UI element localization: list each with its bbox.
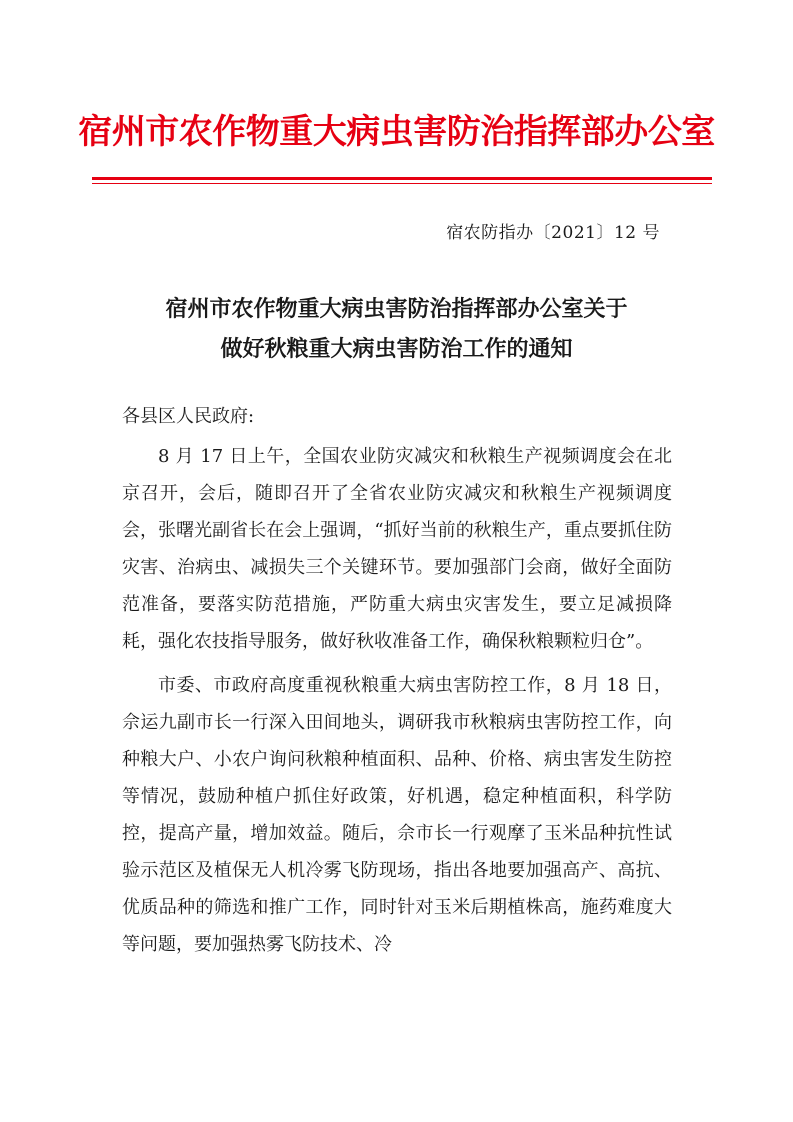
document-title-line-2: 做好秋粮重大病虫害防治工作的通知 <box>220 336 573 362</box>
document-title-line-1: 宿州市农作物重大病虫害防治指挥部办公室关于 <box>165 296 628 322</box>
body-paragraph: 市委、市政府高度重视秋粮重大病虫害防控工作，8 月 18 日，佘运九副市长一行深入田间地头，调研我市秋粮病虫害防控工作，向种粮大户、小农户询问秋粮种植面积、品种、价格、病虫害发生防控等情况，鼓励种植户抓住好政策，好机遇，稳定种植面积，科学防控，提高产量，增加效益。随后，佘市长一行观摩了玉米品种抗性试验示范区及植保无人机冷雾飞防现场，指出各地要加强高产、高抗、优质品种的筛选和推广工作，同时针对玉米后期植株高，施药难度大等问题，要加强热雾飞防技术、冷 <box>122 675 672 955</box>
salutation: 各县区人民政府: <box>122 406 255 427</box>
body-paragraph: 8 月 17 日上午，全国农业防灾减灾和秋粮生产视频调度会在北京召开，会后，随即召开了全省农业防灾减灾和秋粮生产视频调度会，张曙光副省长在会上强调，“抓好当前的秋粮生产，重点要抓住防灾害、治病虫、减损失三个关键环节。要加强部门会商，做好全面防范准备，要落实防范措施，严防重大病虫灾害发生，要立足减损降耗，强化农技指导服务，做好秋收准备工作，确保秋粮颗粒归仓”。 <box>122 446 672 652</box>
document-number: 宿农防指办〔2021〕12 号 <box>446 223 660 243</box>
letterhead-rule-thick <box>92 177 712 180</box>
letterhead-title: 宿州市农作物重大病虫害防治指挥部办公室 <box>78 112 715 152</box>
letterhead-rule-thin <box>92 183 712 184</box>
document-body <box>122 438 672 963</box>
